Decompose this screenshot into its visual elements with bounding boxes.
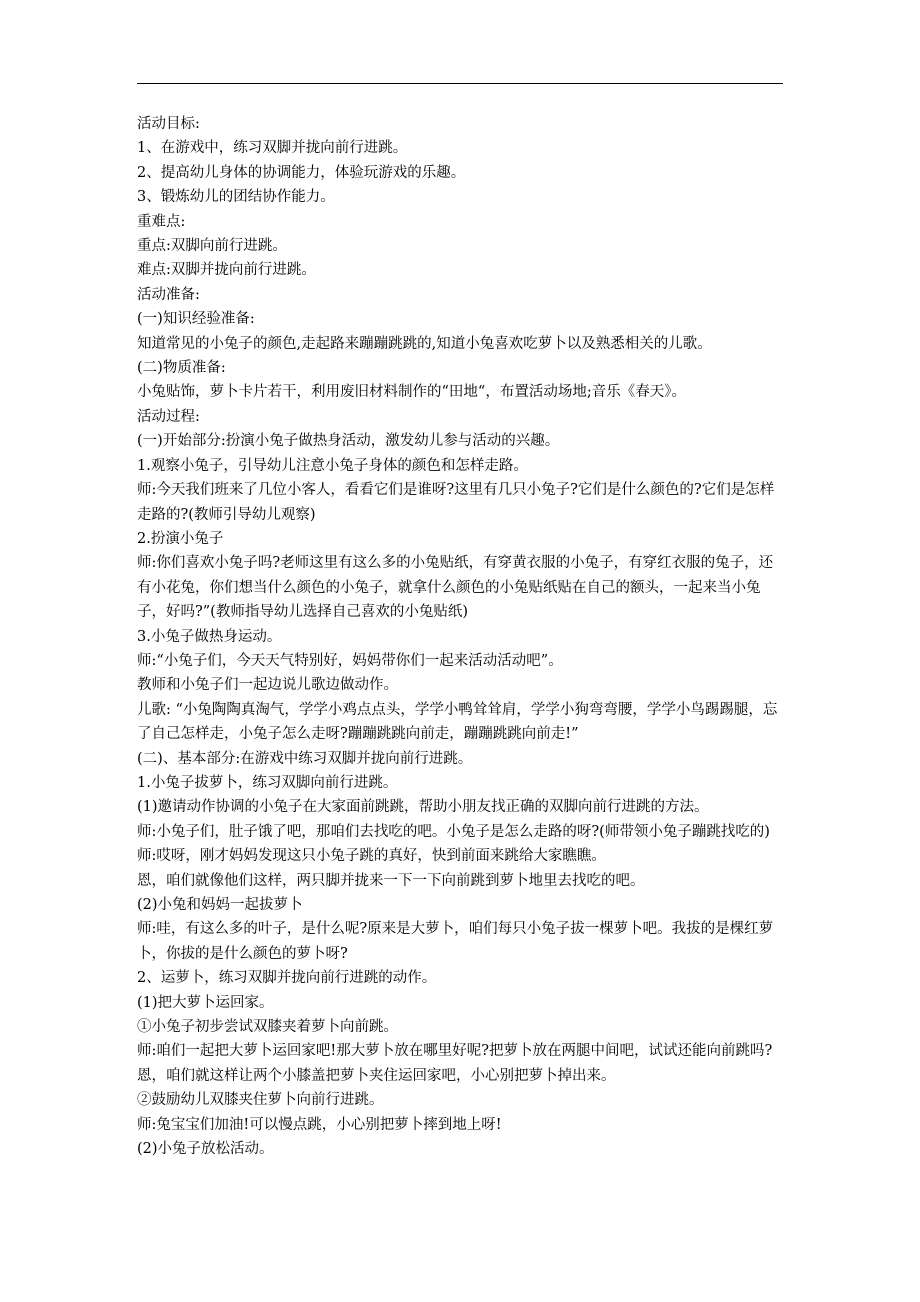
goal-item: 2、提高幼儿身体的协调能力，体验玩游戏的乐趣。: [137, 164, 466, 181]
difficult-point: 难点:双脚并拢向前行进跳。: [137, 262, 316, 279]
paragraph: 2.扮演小兔子: [137, 530, 224, 547]
paragraph: 2、运萝卜，练习双脚并拢向前行进跳的动作。: [137, 970, 437, 987]
paragraph: 师:小兔子们，肚子饿了吧，那咱们去找吃的吧。小兔子是怎么走路的呀?(师带领小兔子蹦跳找吃的): [137, 823, 770, 840]
section-heading-key-points: 重难点:: [137, 213, 186, 230]
paragraph: 儿歌: “小兔陶陶真淘气，学学小鸡点点头，学学小鸭耸耸肩，学学小狗弯弯腰，学学小鸟踢踢腿，忘了自己怎样走，小兔子怎么走呀?蹦蹦跳跳向前走，蹦蹦跳跳向前走!”: [137, 701, 778, 743]
paragraph: 教师和小兔子们一起边说儿歌边做动作。: [137, 677, 398, 694]
subsection-heading: (二)物质准备:: [137, 360, 226, 377]
paragraph: 师:哎呀，刚才妈妈发现这只小兔子跳的真好，快到前面来跳给大家瞧瞧。: [137, 848, 606, 865]
paragraph: 恩，咱们就像他们这样，两只脚并拢来一下一下向前跳到萝卜地里去找吃的吧。: [137, 872, 645, 889]
paragraph: ②鼓励幼儿双膝夹住萝卜向前行进跳。: [137, 1092, 384, 1109]
document-body: [137, 112, 785, 1161]
paragraph: 师:今天我们班来了几位小客人，看看它们是谁呀?这里有几只小兔子?它们是什么颜色的?它们是怎样走路的?(教师引导幼儿观察): [137, 482, 775, 523]
paragraph: 师:兔宝宝们加油!可以慢点跳，小心别把萝卜摔到地上呀!: [137, 1116, 502, 1133]
subsection-heading: (二)、基本部分:在游戏中练习双脚并拢向前行进跳。: [137, 750, 473, 767]
paragraph: 师:你们喜欢小兔子吗?老师这里有这么多的小兔贴纸，有穿黄衣服的小兔子，有穿红衣服的兔子，还有小花兔，你们想当什么颜色的小兔子，就拿什么颜色的小兔贴纸贴在自己的额头，一起来当小兔子，好吗?”(教师指导幼儿选择自己喜欢的小兔贴纸): [137, 555, 774, 621]
paragraph: (2)小兔子放松活动。: [137, 1141, 274, 1158]
goal-item: 3、锻炼幼儿的团结协作能力。: [137, 189, 335, 206]
header-rule: [137, 83, 783, 84]
paragraph: (2)小兔和妈妈一起拔萝卜: [137, 897, 303, 913]
section-heading-process: 活动过程:: [137, 408, 200, 425]
key-point: 重点:双脚向前行进跳。: [137, 238, 287, 255]
goal-item: 1、在游戏中，练习双脚并拢向前行进跳。: [137, 140, 408, 157]
paragraph: 师:“小兔子们，今天天气特别好，妈妈带你们一起来活动活动吧”。: [137, 652, 563, 669]
paragraph: 3.小兔子做热身运动。: [137, 628, 282, 645]
paragraph: 1.观察小兔子，引导幼儿注意小兔子身体的颜色和怎样走路。: [137, 457, 528, 474]
paragraph: 师:哇，有这么多的叶子，是什么呢?原来是大萝卜，咱们每只小兔子拔一棵萝卜吧。我拔的是棵红萝卜，你拔的是什么颜色的萝卜呀?: [137, 921, 774, 962]
subsection-heading: (一)知识经验准备:: [137, 311, 255, 328]
paragraph: 小兔贴饰，萝卜卡片若干，利用废旧材料制作的“田地“，布置活动场地;音乐《春天》。: [137, 384, 686, 401]
paragraph: 1.小兔子拔萝卜，练习双脚向前行进跳。: [137, 774, 398, 791]
paragraph: ①小兔子初步尝试双膝夹着萝卜向前跳。: [137, 1019, 398, 1036]
paragraph: (1)把大萝卜运回家。: [137, 994, 274, 1011]
section-heading-preparation: 活动准备:: [137, 286, 200, 303]
paragraph: 师:咱们一起把大萝卜运回家吧!那大萝卜放在哪里好呢?把萝卜放在两腿中间吧，试试还能向前跳吗?恩，咱们就这样让两个小膝盖把萝卜夹住运回家吧，小心别把萝卜掉出来。: [137, 1043, 773, 1084]
paragraph: 知道常见的小兔子的颜色,走起路来蹦蹦跳跳的,知道小兔喜欢吃萝卜以及熟悉相关的儿歌。: [137, 335, 712, 352]
subsection-heading: (一)开始部分:扮演小兔子做热身活动，激发幼儿参与活动的兴趣。: [137, 433, 560, 450]
paragraph: (1)邀请动作协调的小兔子在大家面前跳跳，帮助小朋友找正确的双脚向前行进跳的方法。: [137, 799, 709, 816]
section-heading-goals: 活动目标:: [137, 116, 200, 132]
